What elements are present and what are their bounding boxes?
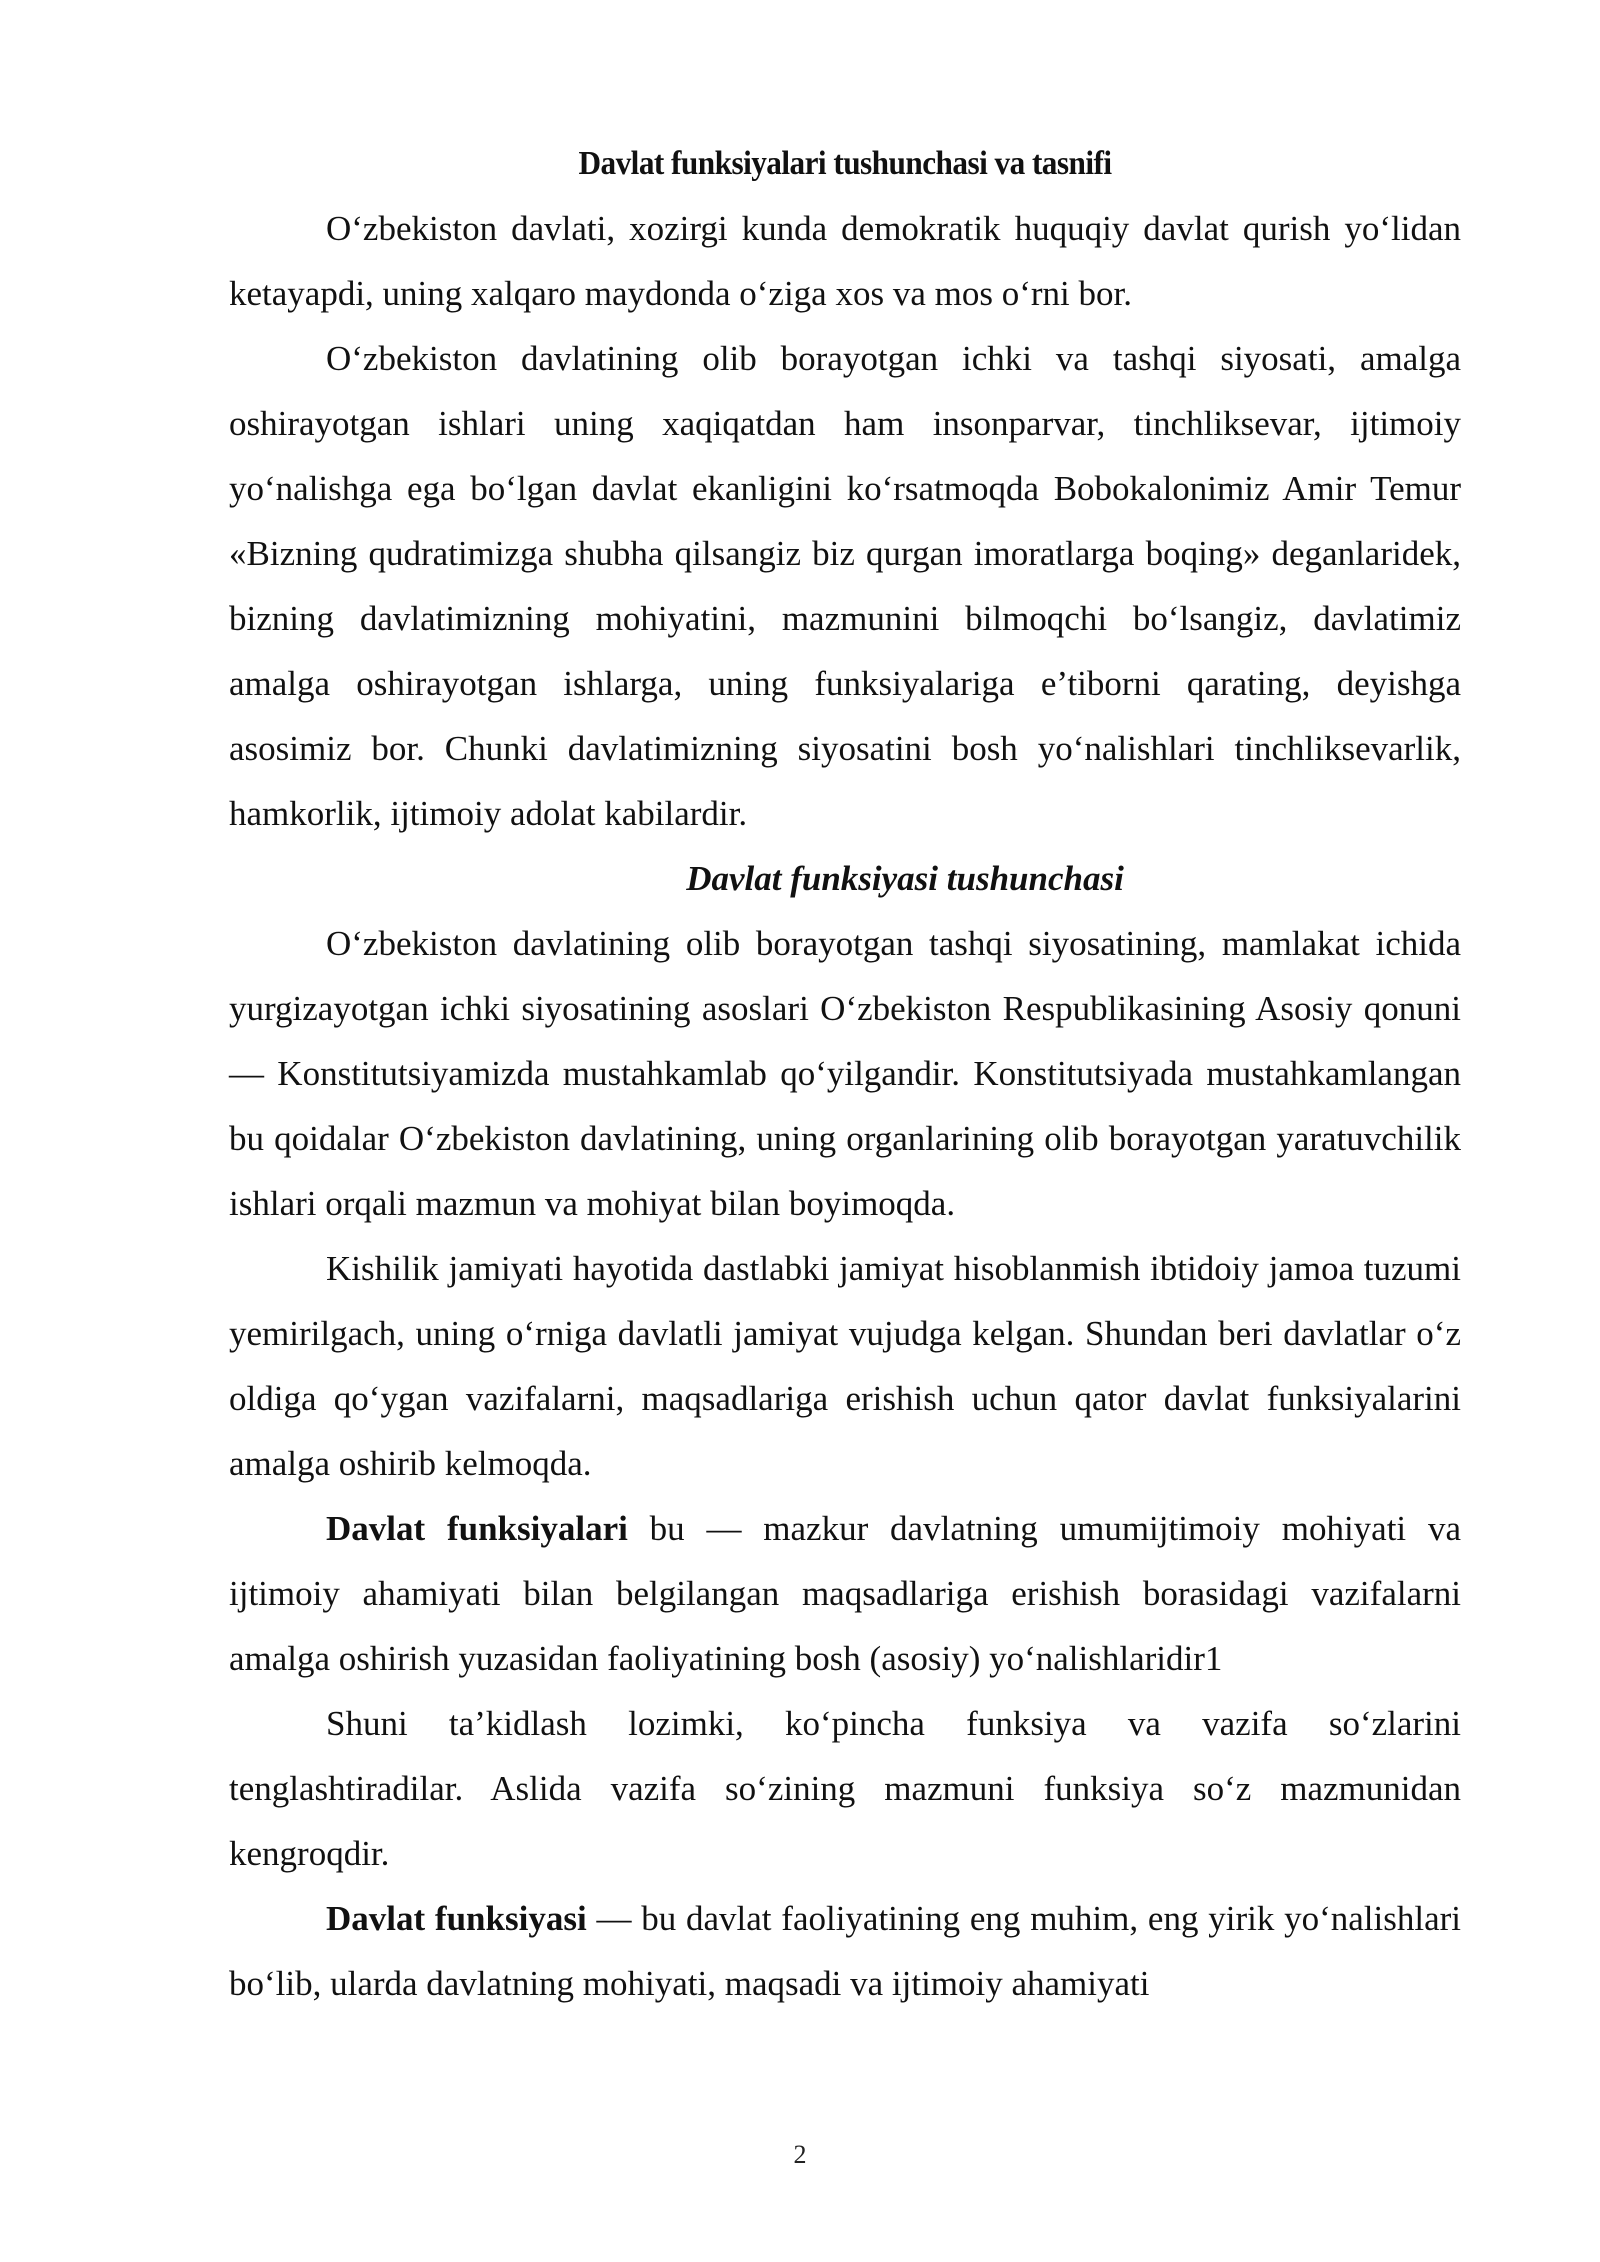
paragraph-policy: O‘zbekiston davlatining olib borayotgan ichki va tashqi siyosati, amalga oshirayotgan ishlari uning xaqiqatdan ham insonparvar, tinchliksevar, ijtimoiy yo‘nalishga ega bo‘lgan davlat ekanligini ko‘rsatmoqda Bobokalonimiz Amir Temur «Bizning qudratimizga shubha qilsangiz biz qurgan imoratlarga boqing» deganlaridek, bizning davlatimizning mohiyatini, mazmunini bilmoqchi bo‘lsangiz, davlatimiz amalga oshirayotgan ishlarga, uning funksiyalariga e’tiborni qarating, deyishga asosimiz bor. Chunki davlatimizning siyosatini bosh yo‘nalishlari tinchliksevarlik, hamkorlik, ijtimoiy adolat kabilardir.: [229, 339, 1461, 833]
paragraph-intro: O‘zbekiston davlati, xozirgi kunda demokratik huquqiy davlat qurish yo‘lidan ketayapdi, uning xalqaro maydonda o‘ziga xos va mos o‘rni bor.: [229, 209, 1461, 313]
paragraph-note: Shuni ta’kidlash lozimki, ko‘pincha funksiya va vazifa so‘zlarini tenglashtiradilar. Aslida vazifa so‘zining mazmuni funksiya so‘z mazmunidan kengroqdir.: [229, 1704, 1461, 1873]
document-title: Davlat funksiyalari tushunchasi va tasnifi: [578, 145, 1112, 182]
definition-function: [229, 1886, 1461, 2016]
paragraph-constitution: O‘zbekiston davlatining olib borayotgan tashqi siyosatining, mamlakat ichida yurgizayotgan ichki siyosatining asoslari O‘zbekiston Respublikasining Asosiy qonuni — Konstitutsiyamizda mustahkamlab qo‘yilgandir. Konstitutsiyada mustahkamlangan bu qoidalar O‘zbekiston davlatining, uning organlarining olib borayotgan yaratuvchilik ishlari orqali mazmun va mohiyat bilan boyimoqda.: [229, 924, 1461, 1223]
definition-term: Davlat funksiyasi: [326, 1899, 587, 1938]
definition-text: bu — mazkur davlatning umumijtimoiy mohiyati va ijtimoiy ahamiyati bilan belgilangan maqsadlariga erishish borasidagi vazifalarni amalga oshirish yuzasidan faoliyatining bosh (asosiy) yo‘nalishlaridir1: [229, 1509, 1461, 1678]
page-number: 2: [793, 2140, 807, 2169]
paragraph-history: Kishilik jamiyati hayotida dastlabki jamiyat hisoblanmish ibtidoiy jamoa tuzumi yemirilgach, uning o‘rniga davlatli jamiyat vujudga kelgan. Shundan beri davlatlar o‘z oldiga qo‘ygan vazifalarni, maqsadlariga erishish uchun qator davlat funksiyalarini amalga oshirib kelmoqda.: [229, 1249, 1461, 1483]
definition-text: — bu davlat faoliyatining eng muhim, eng yirik yo‘nalishlari bo‘lib, ularda davlatning mohiyati, maqsadi va ijtimoiy ahamiyati: [229, 1899, 1461, 2003]
page-content: [229, 132, 1461, 2016]
definition-term: Davlat funksiyalari: [326, 1509, 628, 1548]
section-subtitle: Davlat funksiyasi tushunchasi: [686, 859, 1124, 898]
definition-functions: [229, 1496, 1461, 1691]
